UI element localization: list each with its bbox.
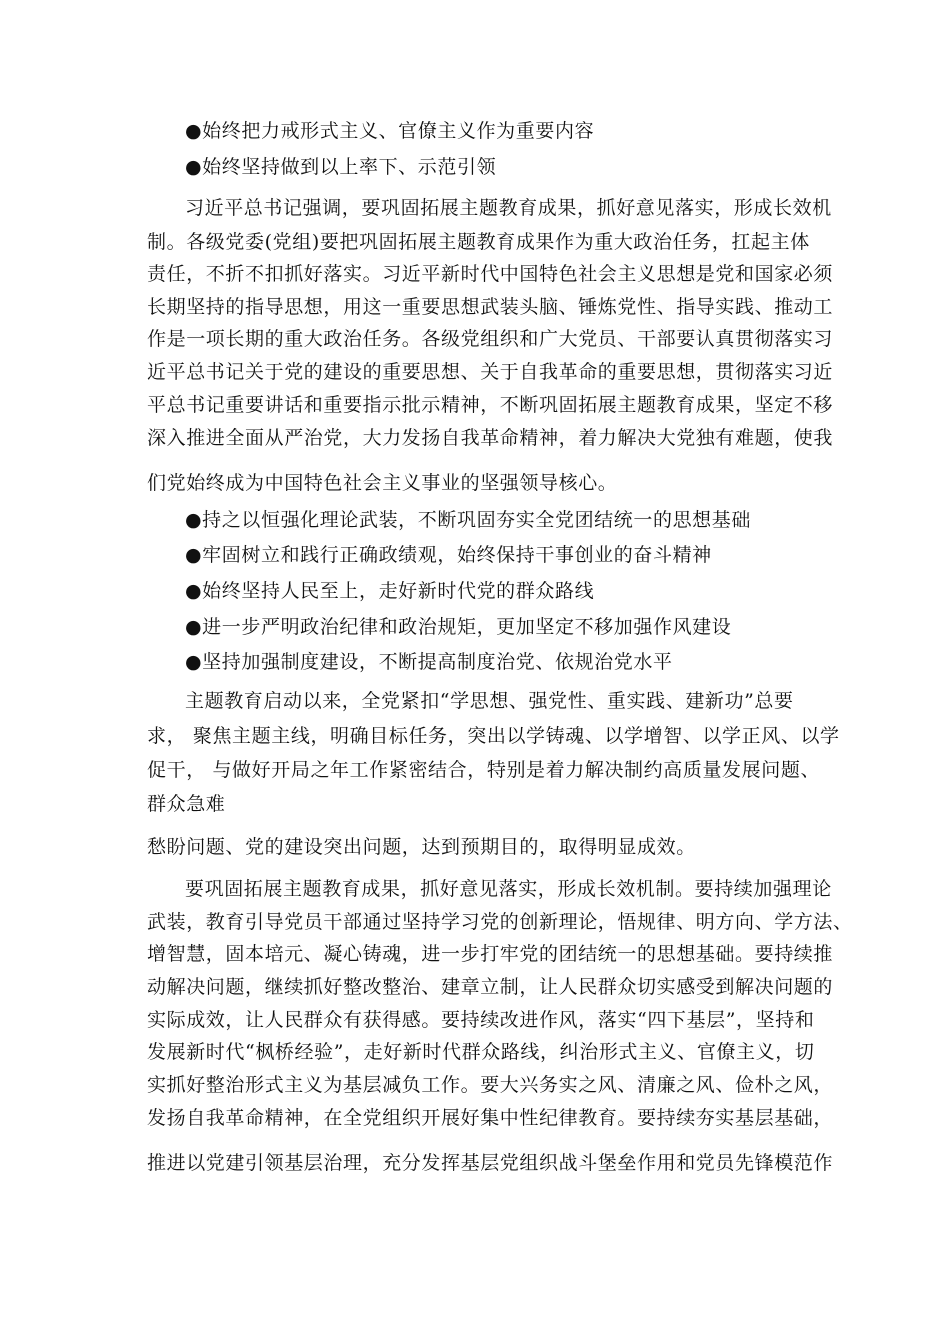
paragraph-line: 发展新时代“枫桥经验”，走好新时代群众路线，纠治形式主义、官僚主义，切 — [147, 1041, 815, 1063]
bullet-item: ●始终坚持人民至上，走好新时代党的群众路线 — [185, 580, 595, 602]
paragraph-line: 武装，教育引导党员干部通过坚持学习党的创新理论，悟规律、明方向、学方法、 — [147, 911, 853, 933]
paragraph-line: 发扬自我革命精神，在全党组织开展好集中性纪律教育。要持续夯实基层基础， — [147, 1107, 834, 1129]
bullet-item: ●进一步严明政治纪律和政治规矩，更加坚定不移加强作风建设 — [185, 616, 732, 638]
paragraph-line: 推进以党建引领基层治理，充分发挥基层党组织战斗堡垒作用和党员先锋模范作 — [147, 1152, 834, 1174]
bullet-item: ●始终坚持做到以上率下、示范引领 — [185, 156, 497, 178]
paragraph-line: 动解决问题，继续抓好整改整治、建章立制，让人民群众切实感受到解决问题的 — [147, 976, 834, 998]
paragraph-line: 求， 聚焦主题主线，明确目标任务，突出以学铸魂、以学增智、以学正风、以学 — [147, 725, 840, 747]
paragraph-line: 习近平总书记强调，要巩固拓展主题教育成果，抓好意见落实，形成长效机 — [185, 197, 832, 219]
paragraph-line: 增智慧，固本培元、凝心铸魂，进一步打牢党的团结统一的思想基础。要持续推 — [147, 943, 834, 965]
paragraph-line: 平总书记重要讲话和重要指示批示精神，不断巩固拓展主题教育成果，坚定不移 — [147, 394, 834, 416]
bullet-item: ●牢固树立和践行正确政绩观，始终保持干事创业的奋斗精神 — [185, 544, 712, 566]
paragraph-line: 深入推进全面从严治党，大力发扬自我革命精神，着力解决大党独有难题，使我 — [147, 427, 834, 449]
paragraph-line: 实际成效，让人民群众有获得感。要持续改进作风，落实“四下基层”，坚持和 — [147, 1009, 815, 1031]
paragraph-line: 近平总书记关于党的建设的重要思想、关于自我革命的重要思想，贯彻落实习近 — [147, 361, 834, 383]
paragraph-line: 制。各级党委(党组)要把巩固拓展主题教育成果作为重大政治任务，扛起主体 — [147, 231, 810, 253]
paragraph-line: 要巩固拓展主题教育成果，抓好意见落实，形成长效机制。要持续加强理论 — [185, 878, 832, 900]
paragraph-line: 愁盼问题、党的建设突出问题，达到预期目的，取得明显成效。 — [147, 836, 696, 858]
paragraph-line: 作是一项长期的重大政治任务。各级党组织和广大党员、干部要认真贯彻落实习 — [147, 328, 834, 350]
paragraph-line: 促干， 与做好开局之年工作紧密结合，特别是着力解决制约高质量发展问题、 — [147, 759, 821, 781]
bullet-item: ●坚持加强制度建设，不断提高制度治党、依规治党水平 — [185, 651, 673, 673]
paragraph-line: 长期坚持的指导思想，用这一重要思想武装头脑、锤炼党性、指导实践、推动工 — [147, 296, 834, 318]
paragraph-line: 责任，不折不扣抓好落实。习近平新时代中国特色社会主义思想是党和国家必须 — [147, 263, 834, 285]
paragraph-line: 们党始终成为中国特色社会主义事业的坚强领导核心。 — [147, 472, 618, 494]
paragraph-line: 群众急难 — [147, 793, 226, 815]
bullet-item: ●始终把力戒形式主义、官僚主义作为重要内容 — [185, 120, 595, 142]
bullet-item: ●持之以恒强化理论武装，不断巩固夯实全党团结统一的思想基础 — [185, 509, 751, 531]
paragraph-line: 主题教育启动以来，全党紧扣“学思想、强党性、重实践、建新功”总要 — [185, 690, 794, 712]
paragraph-line: 实抓好整治形式主义为基层减负工作。要大兴务实之风、清廉之风、俭朴之风， — [147, 1074, 834, 1096]
